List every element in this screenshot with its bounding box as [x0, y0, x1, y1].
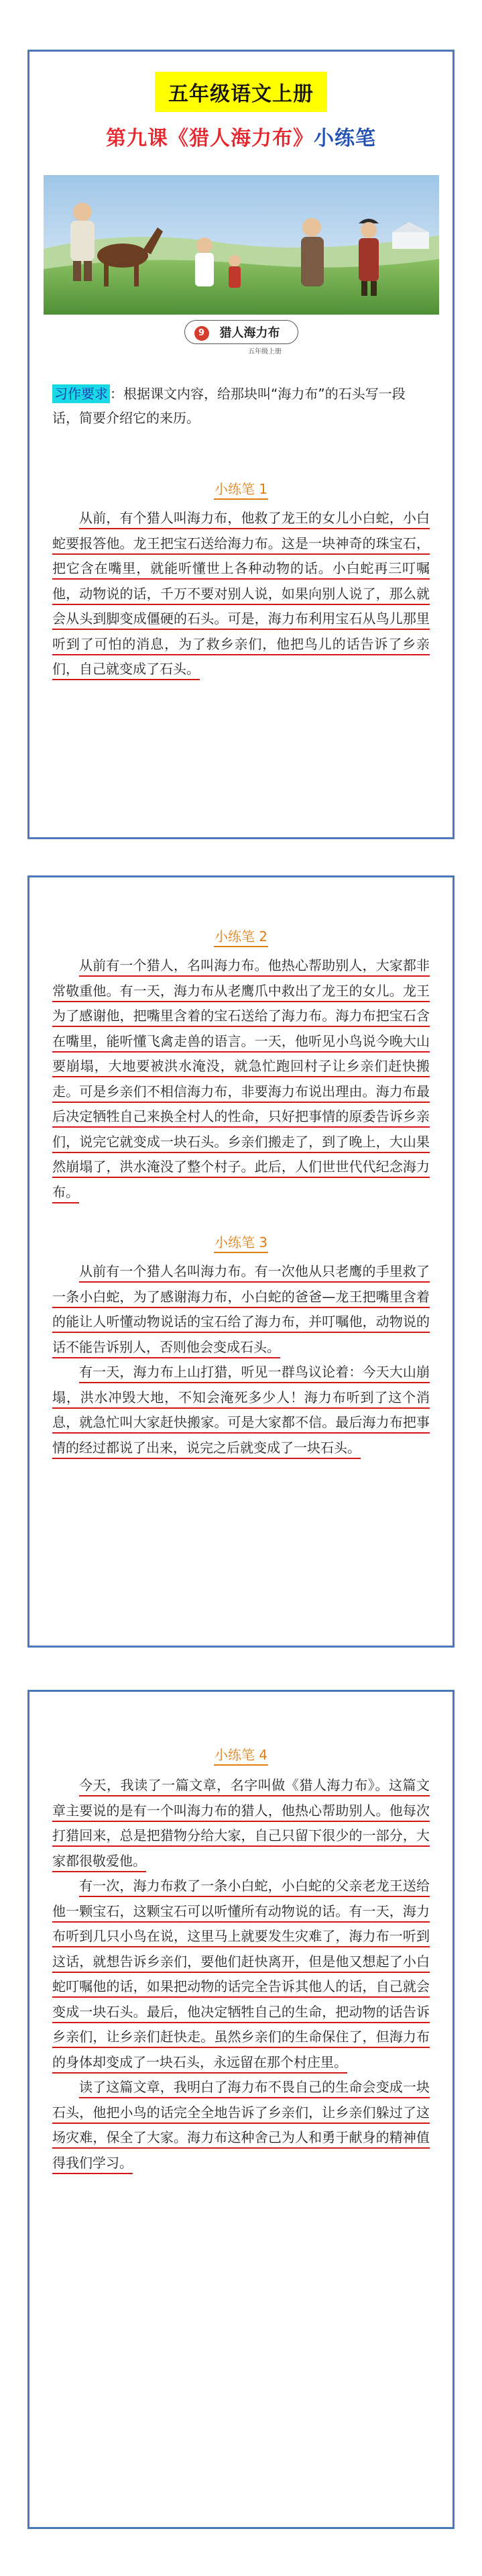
intro-card	[27, 50, 455, 839]
section-title-text: 小练笔 4	[214, 1747, 268, 1766]
section-paragraph	[52, 506, 430, 682]
grade-banner: 五年级语文上册	[155, 72, 327, 112]
paragraph-text: 有一天，海力布上山打猎，听见一群鸟议论着：今天大山崩塌，洪水冲毁大地，不知会淹死多少人！海力布听到了这个消息，就急忙叫大家赶快搬家。可是大家都不信。最后海力布把事情的经过都说了出来，说完之后就变成了一块石头。	[52, 1364, 430, 1459]
section-title	[29, 478, 453, 498]
task-tag: 习作要求	[52, 384, 110, 403]
section-paragraph	[52, 2075, 430, 2176]
section-title	[29, 1232, 453, 1251]
paragraph-text: 读了这篇文章，我明白了海力布不畏自己的生命会变成一块石头，他把小鸟的话完全全地告诉了乡亲们，让乡亲们躲过了这场灾难，保全了大家。海力布这种舍己为人和勇于献身的精神值得我们学习。	[52, 2079, 430, 2174]
banner-wrap	[29, 72, 453, 112]
grade-small-row	[29, 347, 453, 356]
section-paragraph	[52, 1773, 430, 1874]
textbook-lesson-title: 猎人海力布	[219, 326, 280, 340]
paragraph-text: 今天，我读了一篇文章，名字叫做《猎人海力布》。这篇文章主要说的是有一个叫海力布的猎人，他热心帮助别人。他每次打猎回来，总是把猎物分给大家，自己只留下很少的一部分，大家都很敬爱他。	[52, 1777, 430, 1872]
writing-task	[52, 382, 430, 430]
section-title-text: 小练笔 2	[214, 928, 268, 947]
section-paragraph	[52, 953, 430, 1205]
task-text: ：根据课文内容，给那块叫“海力布”的石头写一段话，简要介绍它的来历。	[52, 386, 406, 426]
section-title	[29, 1744, 453, 1764]
paragraph-text: 有一次，海力布救了一条小白蛇，小白蛇的父亲老龙王送给他一颗宝石，这颗宝石可以听懂所有动物说的话。有一天，海力布听到几只小鸟在说，这里马上就要发生灾难了，海力布一听到这话，就想告诉乡亲们，要他们赶快离开，但是他又想起了小白蛇叮嘱他的话，如果把动物的话完全告诉其他人的话，自己就会变成一块石头。最后，他决定牺牲自己的生命，把动物的话告诉乡亲们，让乡亲们赶快走。虽然乡亲们的生命保住了，但海力布的身体却变成了一块石头，永远留在那个村庄里。	[52, 1878, 430, 2074]
practice-card-4	[27, 1690, 455, 2529]
lesson-title: 第九课《猎人海力布》	[106, 127, 314, 150]
illustration-svg	[44, 175, 439, 315]
textbook-illustration	[44, 175, 439, 315]
section-paragraph	[52, 1874, 430, 2075]
textbook-lesson-header	[29, 320, 453, 347]
practice-card-2-3	[27, 875, 455, 1648]
meadow	[44, 259, 439, 315]
practice-label: 小练笔	[314, 127, 376, 150]
paragraph-text: 从前有一个猎人，名叫海力布。他热心帮助别人，大家都非常敬重他。有一天，海力布从老鹰爪中救出了龙王的女儿。龙王为了感谢他，把嘴里含着的宝石送给了海力布。海力布把宝石含在嘴里，能听懂飞禽走兽的语言。一天，他听见小鸟说今晚大山要崩塌，大地要被洪水淹没，就急忙跑回村子让乡亲们赶快搬走。可是乡亲们不相信海力布，非要海力布说出理由。海力布最后决定牺牲自己来换全村人的性命，只好把事情的原委告诉乡亲们，说完它就变成一块石头。乡亲们搬走了，到了晚上，大山果然崩塌了，洪水淹没了整个村子。此后，人们世世代代纪念海力布。	[52, 957, 430, 1203]
elder-figure	[301, 218, 324, 286]
section-title-text: 小练笔 1	[214, 481, 268, 500]
lesson-number: 9	[194, 326, 209, 341]
paragraph-text: 从前有一个猎人名叫海力布。有一次他从只老鹰的手里救了一条小白蛇，为了感谢海力布，小白蛇的爸爸—龙王把嘴里含着的能让人听懂动物说话的宝石给了海力布，并叮嘱他，动物说的话不能告诉别人，否则他会变成石头。	[52, 1263, 430, 1358]
lesson-title-box	[184, 320, 298, 344]
section-paragraph	[52, 1259, 430, 1360]
section-title-text: 小练笔 3	[214, 1234, 268, 1253]
section-paragraph	[52, 1360, 430, 1460]
paragraph-text: 从前，有个猎人叫海力布，他救了龙王的女儿小白蛇，小白蛇要报答他。龙王把宝石送给海力布。这是一块神奇的珠宝石，把它含在嘴里，就能听懂世上各种动物的话。小白蛇再三叮嘱他，动物说的话，千万不要对别人说，如果向别人说了，那么就会从头到脚变成僵硬的石头。可是，海力布利用宝石从鸟儿那里听到了可怕的消息，为了救乡亲们，他把鸟儿的话告诉了乡亲们，自己就变成了石头。	[52, 510, 430, 680]
grade-small-label: 五年级上册	[248, 348, 282, 356]
section-title	[29, 926, 453, 945]
lesson-subtitle	[29, 121, 453, 151]
